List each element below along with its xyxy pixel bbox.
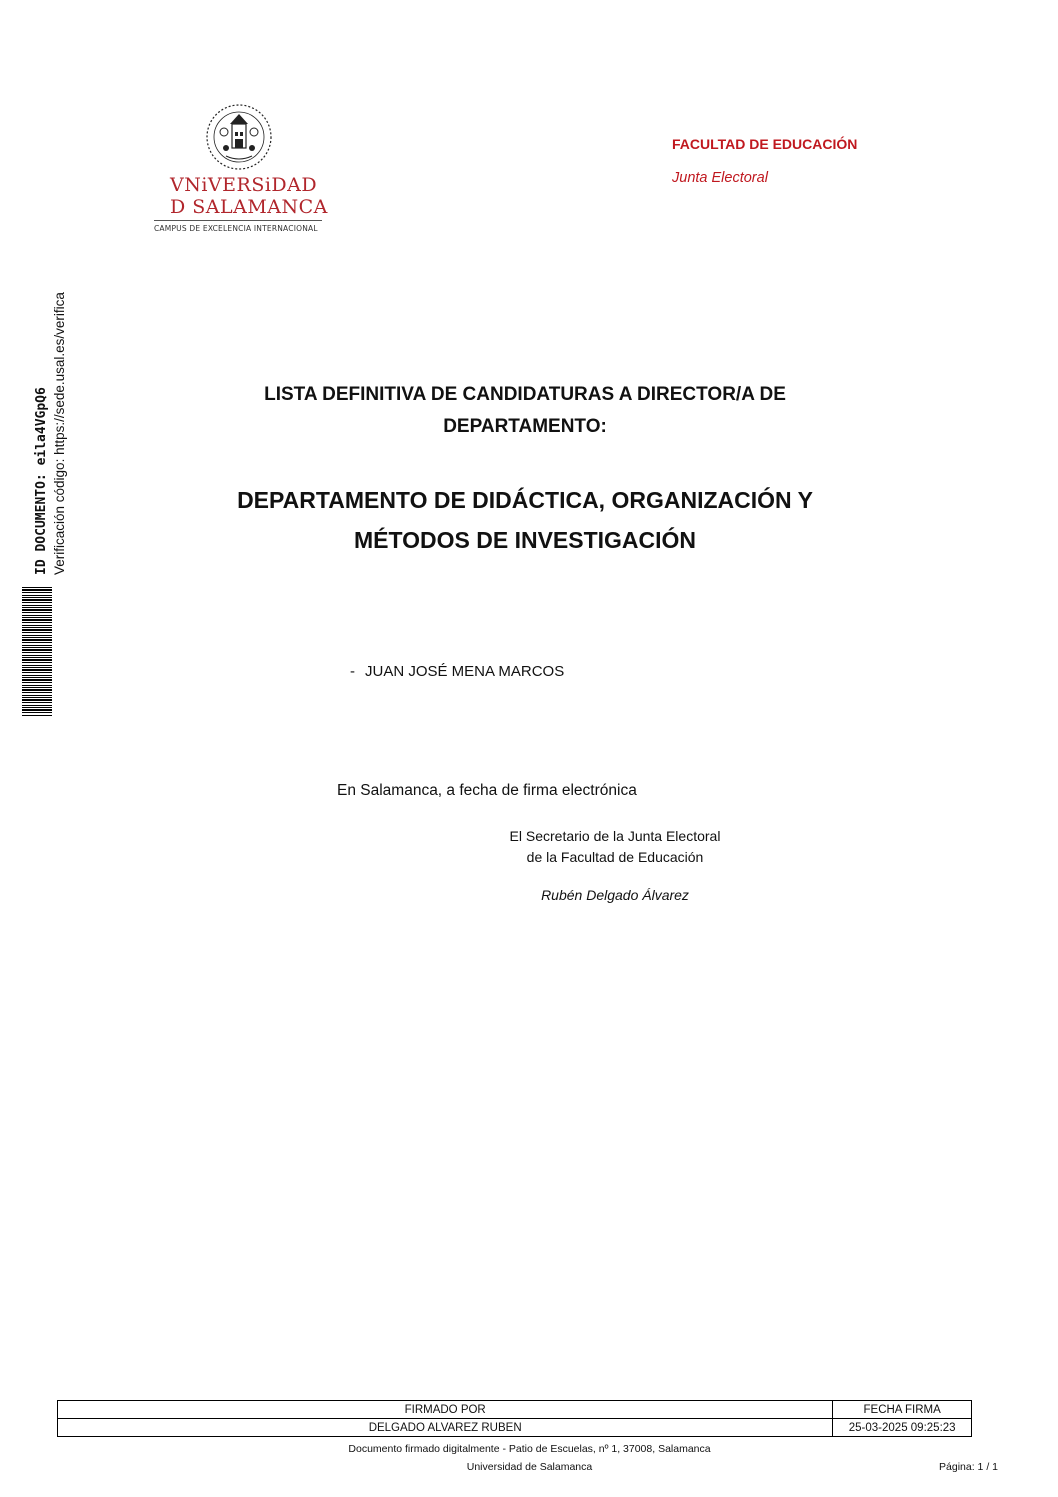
logo-line2: D SALAMANCA — [170, 196, 328, 218]
list-item — [350, 663, 564, 680]
issuing-body: Junta Electoral — [672, 170, 768, 186]
university-logo — [150, 100, 328, 240]
signer-role-line1: El Secretario de la Junta Electoral — [509, 828, 721, 844]
place-date: En Salamanca, a fecha de firma electrónica — [337, 782, 637, 799]
title-line1: LISTA DEFINITIVA DE CANDIDATURAS A DIRECTOR/A DE — [264, 384, 786, 405]
verification-link[interactable]: Verificación código: https://sede.usal.es/verifica — [52, 292, 67, 575]
department-line1: DEPARTAMENTO DE DIDÁCTICA, ORGANIZACIÓN Y — [237, 487, 813, 513]
logo-line1: VNiVERSiDAD — [170, 174, 318, 196]
candidate-name: JUAN JOSÉ MENA MARCOS — [365, 663, 565, 680]
logo-divider — [154, 220, 322, 221]
table-header: FIRMADO POR — [58, 1401, 833, 1419]
table-header: FECHA FIRMA — [833, 1401, 972, 1419]
table-cell: DELGADO ALVAREZ RUBEN — [58, 1419, 833, 1437]
list-bullet: - — [350, 663, 355, 680]
university-crest-icon — [204, 102, 274, 172]
title-line2: DEPARTAMENTO: — [443, 416, 607, 437]
page-number: Página: 1 / 1 — [939, 1461, 998, 1473]
table-row — [58, 1419, 972, 1437]
signature-table — [57, 1400, 972, 1437]
footer-signature-note: Documento firmado digitalmente - Patio de Escuelas, nº 1, 37008, Salamanca — [348, 1443, 711, 1455]
verification-sidebar — [18, 275, 67, 720]
signer-name: Rubén Delgado Álvarez — [541, 887, 689, 903]
department-title — [160, 480, 890, 560]
table-cell: 25-03-2025 09:25:23 — [833, 1419, 972, 1437]
signer-role — [470, 826, 760, 868]
department-line2: MÉTODOS DE INVESTIGACIÓN — [353, 527, 697, 553]
footer-institution: Universidad de Salamanca — [466, 1461, 593, 1473]
faculty-name: FACULTAD DE EDUCACIÓN — [672, 136, 858, 152]
document-title — [160, 379, 890, 443]
document-id: ID DOCUMENTO: eila4VGpQ6 — [34, 387, 49, 575]
table-header-row — [58, 1401, 972, 1419]
signer-role-line2: de la Facultad de Educación — [526, 849, 704, 865]
barcode-icon — [22, 587, 52, 717]
logo-subtitle: CAMPUS DE EXCELENCIA INTERNACIONAL — [154, 224, 318, 233]
